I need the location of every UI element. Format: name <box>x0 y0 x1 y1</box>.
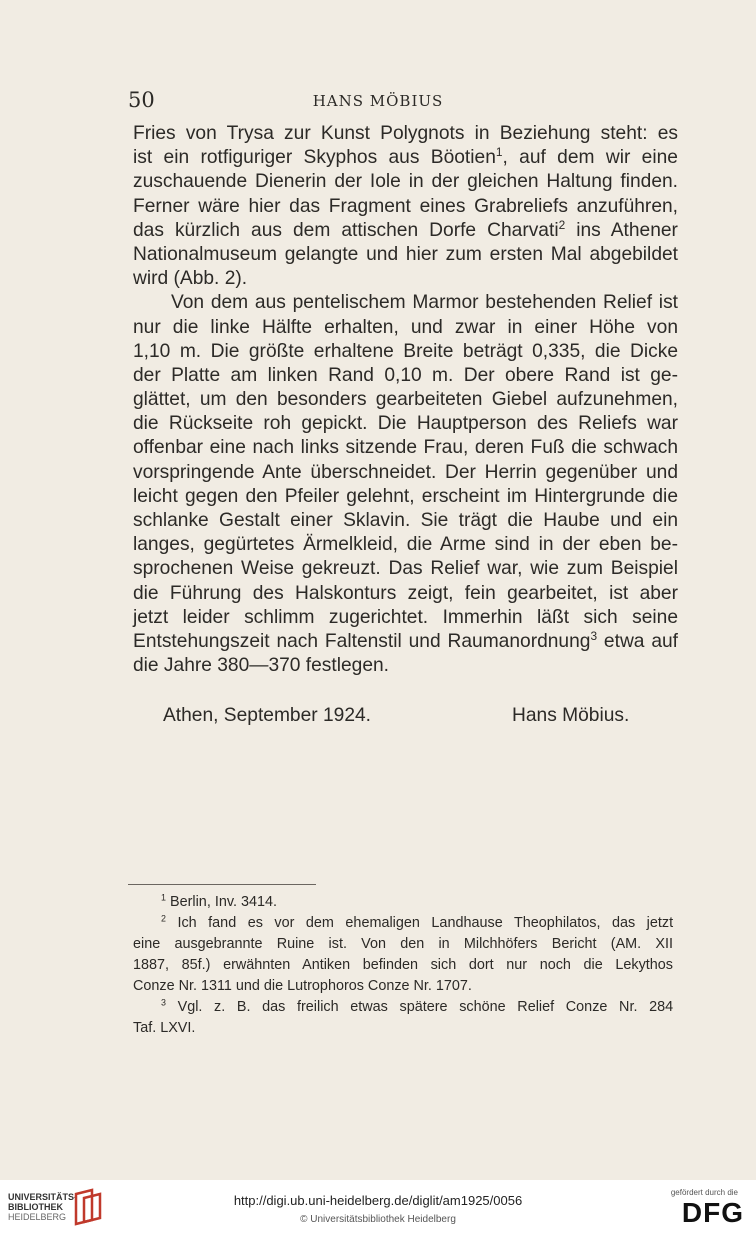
body-line: offenbar eine nach links sitzende Frau, deren Fuß die schwach <box>133 437 678 459</box>
viewer-footer <box>0 1180 756 1235</box>
permalink-url[interactable]: http://digi.ub.uni-heidelberg.de/diglit/am1925/0056 <box>233 1193 523 1208</box>
body-line: glättet, um den besonders gearbeiteten Giebel aufzunehmen, <box>133 389 678 411</box>
body-line: Ferner wäre hier das Fragment eines Grabreliefs anzuführen, <box>133 195 678 217</box>
body-line: ist ein rotfiguriger Skyphos aus Böotien$^1$, auf dem wir eine <box>133 145 678 169</box>
library-name-line1: UNIVERSITÄTS- <box>8 1192 78 1202</box>
library-name-line2: BIBLIOTHEK <box>8 1202 63 1212</box>
body-line: Entstehungszeit nach Faltenstil und Raumanordnung$^3$ etwa auf <box>133 628 679 652</box>
body-line: vorspringende Ante überschneidet. Der Herrin gegenüber und <box>133 461 678 483</box>
library-name-line3: HEIDELBERG <box>8 1212 67 1222</box>
body-line: langes, gegürtetes Ärmelkleid, die Arme sind in der eben be- <box>133 534 678 556</box>
dfg-logo[interactable]: DFG <box>681 1197 744 1228</box>
body-line: die Führung des Halskonturs zeigt, fein gearbeitet, ist aber <box>133 582 678 604</box>
running-title: HANS MÖBIUS <box>312 92 444 110</box>
footnote-line: Taf. LXVI. <box>133 1020 196 1036</box>
page-number: 50 <box>128 88 155 112</box>
body-line: sprochenen Weise gekreuzt. Das Relief war, wie zum Beispiel <box>133 558 678 580</box>
body-line: jetzt leider schlimm zugerichtet. Immerhin läßt sich seine <box>133 606 678 628</box>
body-line: der Platte am linken Rand 0,10 m. Der obere Rand ist ge- <box>133 364 678 386</box>
footnotes <box>133 892 673 1039</box>
body-text <box>133 122 678 678</box>
body-line: das kürzlich aus dem attischen Dorfe Charvati$^2$ ins Athener <box>133 217 678 241</box>
body-line: zuschauende Dienerin der Iole in der gleichen Haltung finden. <box>133 171 678 193</box>
author-signature: Hans Möbius. <box>512 705 630 726</box>
funding-note: gefördert durch die <box>670 1188 738 1197</box>
body-line: Nationalmuseum gelangte und hier zum ersten Mal abgebildet <box>133 243 678 265</box>
footnote-line: 1887, 85f.) erwähnten Antiken befinden sich dort nur noch die Lekythos <box>133 957 673 973</box>
footnote-divider <box>128 884 316 885</box>
place-date: Athen, September 1924. <box>163 705 372 726</box>
footnote-line: eine ausgebrannte Ruine ist. Von den in Milchhöfers Bericht (AM. XII <box>133 936 673 952</box>
body-line: die Jahre 380—370 festlegen. <box>133 655 390 677</box>
copyright-notice: © Universitätsbibliothek Heidelberg <box>300 1214 456 1225</box>
footnote-line: Conze Nr. 1311 und die Lutrophoros Conze Nr. 1707. <box>133 978 472 994</box>
footnote-line: $^2$ Ich fand es vor dem ehemaligen Landhause Theophilatos, das jetzt <box>161 913 674 931</box>
body-line: schlanke Gestalt einer Sklavin. Sie trägt die Haube und ein <box>133 510 678 531</box>
body-line: leicht gegen den Pfeiler gelehnt, erscheint im Hintergrunde die <box>133 485 678 507</box>
footnote-line: $^1$ Berlin, Inv. 3414. <box>161 892 278 910</box>
body-line: die Rückseite roh gepickt. Die Hauptperson des Reliefs war <box>133 413 678 435</box>
body-line: nur die linke Hälfte erhalten, und zwar in einer Höhe von <box>133 316 678 338</box>
body-line: wird (Abb. 2). <box>133 268 248 290</box>
body-line: 1,10 m. Die größte erhaltene Breite beträgt 0,335, die Dicke <box>133 340 678 362</box>
body-line: Fries von Trysa zur Kunst Polygnots in Beziehung steht: es <box>133 123 678 144</box>
body-line: Von dem aus pentelischem Marmor bestehenden Relief ist <box>171 292 678 314</box>
footnote-line: $^3$ Vgl. z. B. das freilich etwas spätere schöne Relief Conze Nr. 284 <box>161 997 674 1015</box>
